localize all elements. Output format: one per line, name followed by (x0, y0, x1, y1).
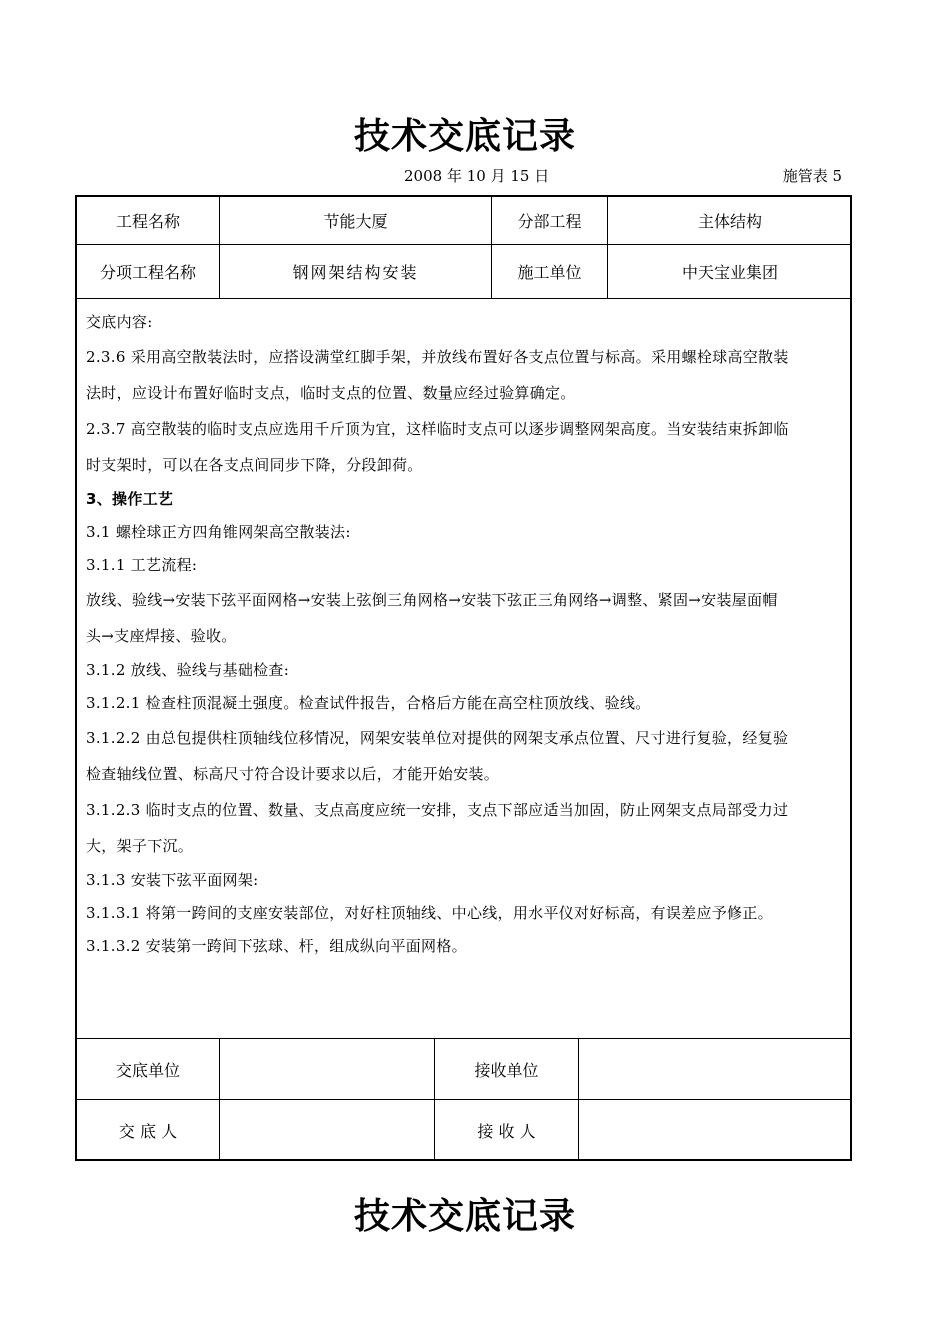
division-value: 主体结构 (697, 212, 762, 231)
issuer-unit-label: 交底单位 (115, 1060, 180, 1080)
disclosure-content (86, 306, 846, 963)
content-line: 3.1.3 安装下弦平面网架: (86, 871, 259, 889)
record-date: 2008 年 10 月 15 日 (404, 167, 550, 185)
issuer-unit-field[interactable] (220, 1039, 434, 1099)
next-page-title: 技术交底记录 (353, 1196, 576, 1237)
content-label: 交底内容: (86, 313, 153, 331)
content-line: 检查轴线位置、标高尺寸符合设计要求以后，才能开始安装。 (86, 765, 500, 783)
content-line: 3.1.2.2 由总包提供柱顶轴线位移情况，网架安装单位对提供的网架支承点位置、尺寸进行复验，经复验 (86, 729, 789, 747)
receiver-unit-field[interactable] (579, 1039, 852, 1099)
content-line: 3.1 螺栓球正方四角锥网架高空散装法: (86, 523, 351, 541)
content-line: 时支架时，可以在各支点间同步下降，分段卸荷。 (86, 456, 423, 474)
content-line: 2.3.7 高空散装的临时支点应选用千斤顶为宜，这样临时支点可以逐步调整网架高度。当安装结束拆卸临 (86, 420, 789, 438)
receiver-field[interactable] (579, 1100, 852, 1160)
contractor-label: 施工单位 (517, 263, 582, 282)
contractor-value: 中天宝业集团 (681, 263, 778, 282)
content-line: 放线、验线→安装下弦平面网格→安装上弦倒三角网格→安装下弦正三角网络→调整、紧固→安装屋面帽 (86, 591, 778, 609)
issuer-label: 交 底 人 (118, 1121, 178, 1141)
receiver-label: 接 收 人 (477, 1121, 536, 1141)
subitem-label: 分项工程名称 (99, 263, 196, 282)
project-name-value: 节能大厦 (323, 212, 388, 231)
record-table (75, 195, 852, 1161)
issuer-field[interactable] (220, 1100, 434, 1160)
content-line: 3.1.1 工艺流程: (86, 556, 198, 574)
content-line: 3.1.2 放线、验线与基础检查: (86, 661, 290, 679)
content-line: 3.1.3.1 将第一跨间的支座安装部位，对好柱顶轴线、中心线，用水平仪对好标高，有误差应予修正。 (86, 904, 773, 922)
division-label: 分部工程 (517, 212, 582, 231)
row-divider (77, 298, 850, 299)
content-line: 3.1.2.3 临时支点的位置、数量、支点高度应统一安排，支点下部应适当加固，防止网架支点局部受力过 (86, 801, 789, 819)
page-title: 技术交底记录 (353, 116, 576, 157)
content-line: 2.3.6 采用高空散装法时，应搭设满堂红脚手架，并放线布置好各支点位置与标高。采用螺栓球高空散装 (86, 348, 789, 366)
content-line: 法时，应设计布置好临时支点，临时支点的位置、数量应经过验算确定。 (86, 384, 576, 402)
content-line: 3.1.3.2 安装第一跨间下弦球、杆，组成纵向平面网格。 (86, 937, 467, 955)
content-line: 3.1.2.1 检查柱顶混凝土强度。检查试件报告，合格后方能在高空柱顶放线、验线。 (86, 694, 651, 712)
content-line: 头→支座焊接、验收。 (86, 627, 237, 645)
project-name-label: 工程名称 (115, 212, 180, 231)
content-line: 大，架子下沉。 (86, 837, 194, 855)
section-heading: 3、操作工艺 (86, 490, 174, 508)
receiver-unit-label: 接收单位 (474, 1060, 539, 1080)
subitem-value: 钢网架结构安装 (292, 263, 419, 282)
form-number: 施管表 5 (782, 167, 842, 185)
